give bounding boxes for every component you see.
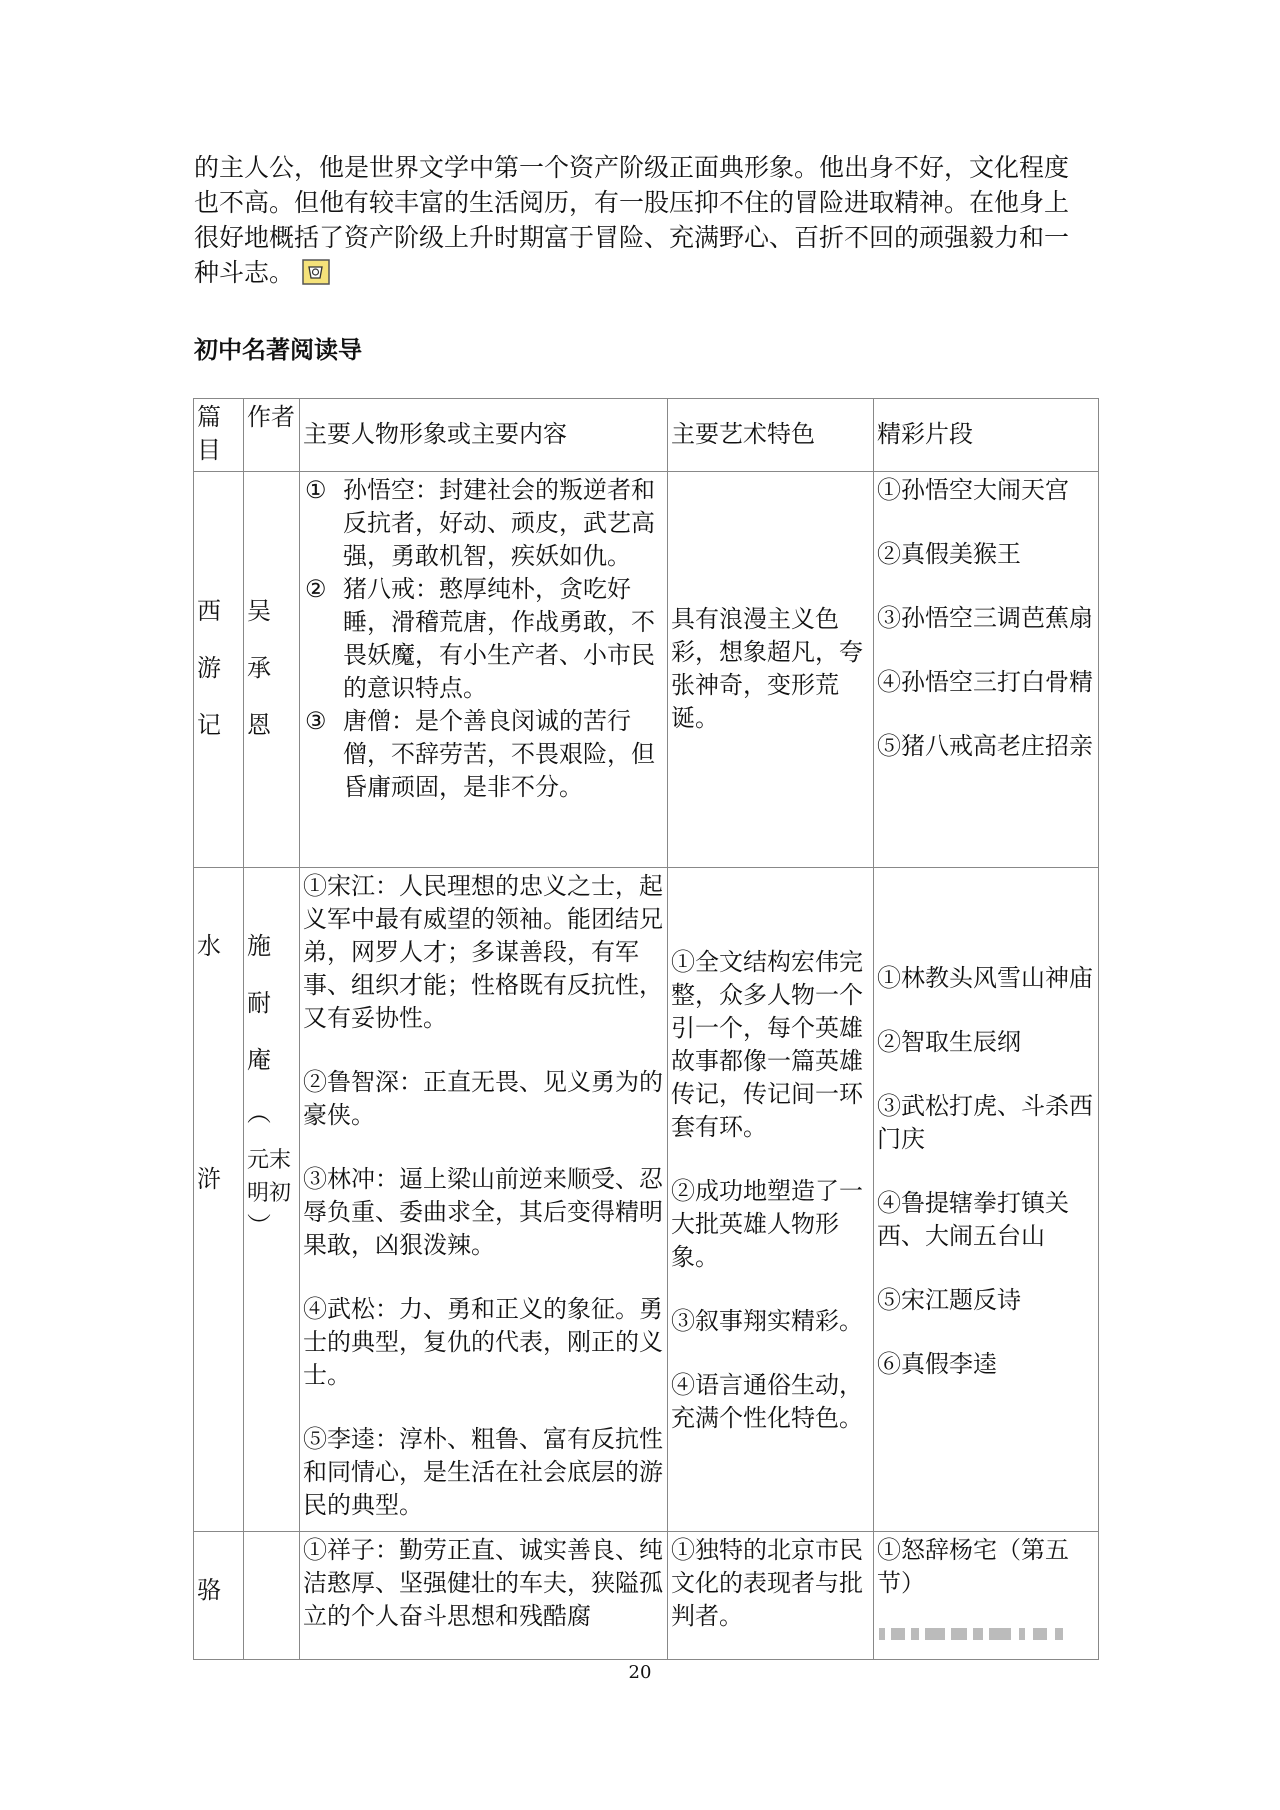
excerpt-item: ④孙悟空三打白骨精 bbox=[877, 668, 1093, 696]
author-char: 吴 bbox=[247, 597, 271, 625]
intro-line: 的主人公，他是世界文学中第一个资产阶级正面典形象。他出身不好，文化程度 bbox=[194, 153, 1070, 182]
author-char: 明初 bbox=[247, 1181, 292, 1206]
table-header-row bbox=[194, 399, 1099, 472]
header-art-label: 主要艺术特色 bbox=[671, 419, 815, 448]
section-heading: 初中名著阅读导 bbox=[194, 336, 362, 364]
author-char: 承 bbox=[247, 654, 271, 682]
header-title-char: 篇 bbox=[197, 403, 221, 431]
author-char: ︵ bbox=[247, 1099, 271, 1127]
scan-cut-mark bbox=[877, 1620, 1096, 1653]
author-char: 恩 bbox=[247, 711, 271, 739]
art-text: 具有浪漫主义色彩，想象超凡，夸张神奇，变形荒诞。 bbox=[671, 604, 863, 732]
header-characters bbox=[300, 399, 668, 472]
header-excerpts bbox=[874, 399, 1099, 472]
intro-line: 很好地概括了资产阶级上升时期富于冒险、充满野心、百折不回的顽强毅力和一 bbox=[194, 223, 1070, 252]
title-char: 记 bbox=[197, 711, 221, 739]
excerpt-item: ②真假美猴王 bbox=[877, 540, 1021, 568]
excerpts-cell bbox=[874, 1532, 1099, 1660]
entry-text: 唐僧：是个善良闵诚的苦行僧，不辞劳苦，不畏艰险，但昏庸顽固，是非不分。 bbox=[343, 707, 655, 801]
book-title-cell bbox=[194, 1532, 244, 1660]
entry-number: ① bbox=[305, 476, 327, 504]
excerpts-cell bbox=[874, 472, 1099, 868]
header-excerpts-label: 精彩片段 bbox=[877, 419, 973, 448]
reading-guide-table bbox=[193, 398, 1099, 1660]
excerpt-item: ⑤猪八戒高老庄招亲 bbox=[877, 732, 1093, 760]
characters-cell bbox=[300, 868, 668, 1532]
excerpt-item: ④鲁提辖拳打镇关西、大闹五台山 bbox=[877, 1189, 1069, 1250]
entry-number: ② bbox=[305, 575, 327, 603]
title-char: 浒 bbox=[197, 1165, 221, 1193]
character-entry: ③林冲：逼上梁山前逆来顺受、忍辱负重、委曲求全，其后变得精明果敢，凶狠泼辣。 bbox=[303, 1165, 663, 1259]
author-cell bbox=[244, 1532, 300, 1660]
art-text: ③叙事翔实精彩。 bbox=[671, 1307, 863, 1335]
art-text: ②成功地塑造了一大批英雄人物形象。 bbox=[671, 1177, 863, 1271]
character-entry: ②鲁智深：正直无畏、见义勇为的豪侠。 bbox=[303, 1068, 663, 1129]
header-characters-label: 主要人物形象或主要内容 bbox=[303, 419, 567, 448]
table-row bbox=[194, 868, 1099, 1532]
character-entry bbox=[303, 573, 665, 705]
character-entry: ①宋江：人民理想的忠义之士，起义军中最有威望的领袖。能团结兄弟，网罗人才；多谋善段，有军事、组织才能；性格既有反抗性，又有妥协性。 bbox=[303, 872, 663, 1032]
title-char: 游 bbox=[197, 654, 221, 682]
entry-text: 猪八戒：憨厚纯朴，贪吃好睡，滑稽荒唐，作战勇敢，不畏妖魔，有小生产者、小市民的意识特点。 bbox=[343, 575, 655, 702]
excerpt-item: ①孙悟空大闹天宫 bbox=[877, 476, 1069, 504]
intro-line-text: 种斗志。 bbox=[194, 258, 295, 287]
header-art bbox=[668, 399, 874, 472]
author-char: ︶ bbox=[247, 1212, 271, 1240]
author-char: 元末 bbox=[247, 1148, 292, 1173]
excerpt-item: ⑤宋江题反诗 bbox=[877, 1286, 1021, 1314]
character-entry: ⑤李逵：淳朴、粗鲁、富有反抗性和同情心，是生活在社会底层的游民的典型。 bbox=[303, 1425, 663, 1519]
characters-cell bbox=[300, 472, 668, 868]
excerpt-item: ⑥真假李逵 bbox=[877, 1350, 997, 1378]
excerpt-item: ②智取生辰纲 bbox=[877, 1028, 1021, 1056]
characters-cell bbox=[300, 1532, 668, 1660]
art-cell bbox=[668, 868, 874, 1532]
title-char: 骆 bbox=[197, 1576, 221, 1604]
art-text: ①独特的北京市民文化的表现者与批判者。 bbox=[671, 1536, 863, 1630]
entry-text: 孙悟空：封建社会的叛逆者和反抗者，好动、顽皮，武艺高强，勇敢机智，疾妖如仇。 bbox=[343, 476, 655, 570]
header-author: 作者 bbox=[244, 399, 300, 472]
character-entry bbox=[303, 705, 665, 804]
header-title bbox=[194, 399, 244, 472]
entry-number: ③ bbox=[305, 707, 327, 735]
intro-paragraph bbox=[194, 150, 1094, 290]
excerpt-item: ③武松打虎、斗杀西门庆 bbox=[877, 1092, 1093, 1153]
character-entry bbox=[303, 474, 665, 573]
table-row bbox=[194, 472, 1099, 868]
character-entry: ①祥子：勤劳正直、诚实善良、纯洁憨厚、坚强健壮的车夫，狭隘孤立的个人奋斗思想和残酷腐 bbox=[303, 1536, 663, 1630]
book-title-cell bbox=[194, 472, 244, 868]
book-title-cell bbox=[194, 868, 244, 1532]
excerpt-item: ③孙悟空三调芭蕉扇 bbox=[877, 604, 1093, 632]
intro-line: 也不高。但他有较丰富的生活阅历，有一股压抑不住的冒险进取精神。在他身上 bbox=[194, 188, 1070, 217]
art-cell bbox=[668, 1532, 874, 1660]
author-char: 施 bbox=[247, 932, 271, 960]
art-text: ④语言通俗生动，充满个性化特色。 bbox=[671, 1371, 863, 1432]
excerpt-item: ①林教头风雪山神庙 bbox=[877, 964, 1093, 992]
art-cell bbox=[668, 472, 874, 868]
excerpt-item: ①怒辞杨宅（第五节） bbox=[877, 1536, 1069, 1597]
author-cell bbox=[244, 472, 300, 868]
author-cell bbox=[244, 868, 300, 1532]
intro-line bbox=[194, 255, 1094, 290]
title-char: 水 bbox=[197, 932, 221, 960]
title-char: 西 bbox=[197, 597, 221, 625]
page-number: 20 bbox=[628, 1662, 652, 1683]
table-row bbox=[194, 1532, 1099, 1660]
comment-note-icon[interactable] bbox=[302, 259, 330, 285]
header-title-char: 目 bbox=[197, 436, 221, 464]
character-entry: ④武松：力、勇和正义的象征。勇士的典型，复仇的代表，刚正的义士。 bbox=[303, 1295, 663, 1389]
author-char: 耐 bbox=[247, 989, 271, 1017]
author-char: 庵 bbox=[247, 1046, 271, 1074]
excerpts-cell bbox=[874, 868, 1099, 1532]
art-text: ①全文结构宏伟完整，众多人物一个引一个，每个英雄故事都像一篇英雄传记，传记间一环套有环。 bbox=[671, 948, 863, 1141]
